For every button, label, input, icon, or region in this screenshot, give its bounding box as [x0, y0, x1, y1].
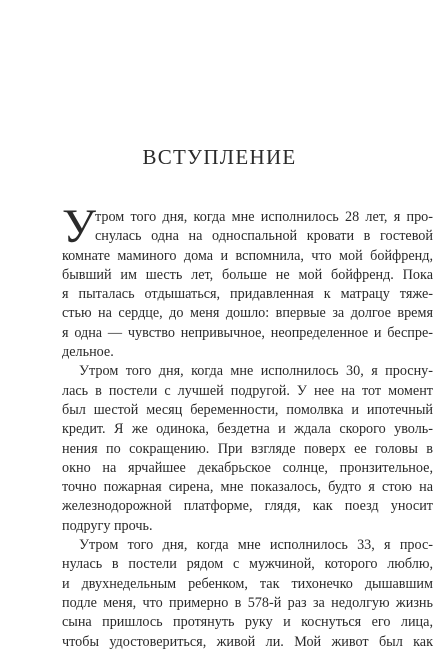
- chapter-title: ВСТУПЛЕНИЕ: [142, 145, 297, 169]
- text-line: Утром того дня, когда мне исполнилось 30, я просну-: [79, 363, 433, 380]
- text-line: снулась одна на односпальной кровати в гостевой: [95, 228, 433, 245]
- text-line: бывший им шесть лет, больше не мой бойфренд. Пока: [62, 266, 433, 283]
- paragraph-1: [62, 208, 433, 362]
- text-line: был шестой месяц беременности, помолвка и ипотечный: [62, 401, 433, 418]
- paragraph-2: [62, 362, 433, 536]
- text-line: тром того дня, когда мне исполнилось 28 лет, я про-: [95, 209, 433, 225]
- text-line: лась в постели с лучшей подругой. У нее на тот момент: [62, 382, 433, 399]
- text-line: сына пришлось протянуть руку и коснуться его лица,: [62, 614, 433, 631]
- text-line: и двухнедельным ребенком, так тихонечко дышавшим: [62, 575, 433, 592]
- text-line: нения по сокращению. При взгляде поверх ее головы в: [62, 440, 433, 457]
- text-line: точно пожарная сирена, мне показалось, будто я стою на: [62, 479, 433, 496]
- text-line: чтобы удостовериться, живой ли. Мой живот был как: [62, 633, 433, 650]
- text-line: окно на ярчайшее декабрьское солнце, пронзительное,: [62, 459, 433, 476]
- text-line: дельное.: [62, 344, 114, 361]
- drop-cap: У: [62, 200, 96, 253]
- text-line: стью на сердце, до меня дошло: впервые за долгое время: [62, 305, 433, 322]
- text-line: Утром того дня, когда мне исполнилось 33, я прос-: [79, 537, 433, 554]
- text-line: подругу прочь.: [62, 517, 153, 534]
- text-line: подле меня, что примерно в 578-й раз за недолгую жизнь: [62, 594, 433, 611]
- text-line: я одна — чувство непривычное, неопределенное и беспре-: [62, 324, 433, 341]
- text-line: я пыталась отдышаться, придавленная к матрацу тяже-: [62, 286, 433, 303]
- paragraph-3: [62, 536, 433, 652]
- text-line: кредит. Я же одинока, бездетна и ждала скорого уволь-: [62, 421, 433, 438]
- text-line: комнате маминого дома и вспомнила, что мой бойфренд,: [62, 247, 433, 264]
- text-line: нулась в постели рядом с мужчиной, которого люблю,: [62, 556, 433, 573]
- text-line: железнодорожной платформе, глядя, как поезд уносит: [62, 498, 433, 515]
- body-text: [62, 208, 433, 652]
